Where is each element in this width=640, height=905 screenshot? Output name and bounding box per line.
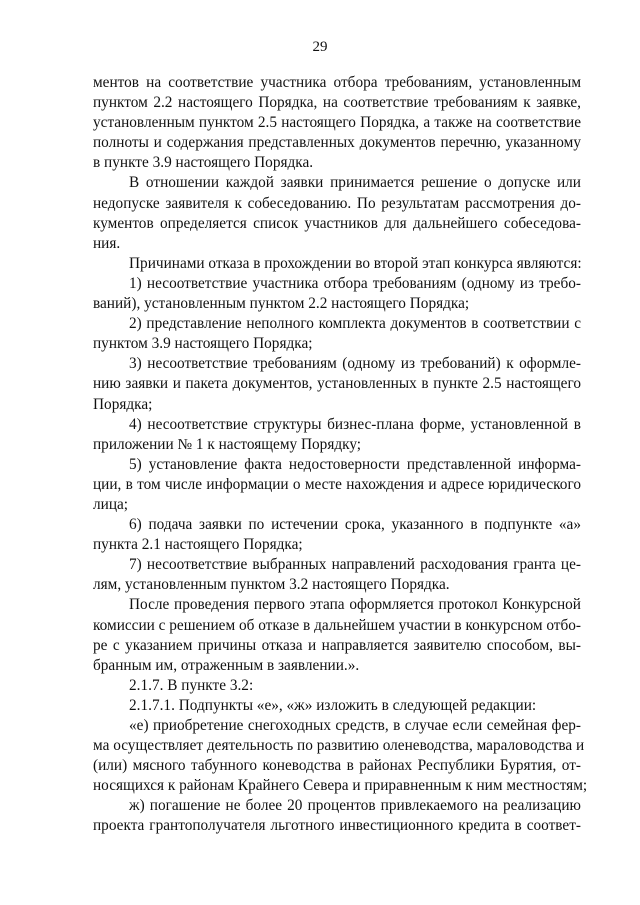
text-line: Порядка; bbox=[93, 395, 153, 413]
text-line: комиссии с решением об отказе в дальнейшем участии в конкурсном отбо- bbox=[93, 616, 581, 634]
text-line: 2) представление неполного комплекта документов в соответствии с bbox=[129, 315, 581, 333]
text-line: 2.1.7.1. Подпункты «е», «ж» изложить в следующей редакции: bbox=[129, 696, 537, 714]
text-line: приложении № 1 к настоящему Порядку; bbox=[93, 435, 362, 453]
text-line: 6) подача заявки по истечении срока, указанного в подпункте «а» bbox=[129, 516, 581, 534]
text-line: лям, установленным пунктом 3.2 настоящего Порядка. bbox=[93, 576, 450, 594]
text-line: 7) несоответствие выбранных направлений расходования гранта це- bbox=[129, 556, 581, 574]
text-line: 2.1.7. В пункте 3.2: bbox=[129, 676, 254, 694]
text-line: полноты и содержания представленных документов перечню, указанному bbox=[93, 134, 581, 152]
page-number: 29 bbox=[312, 39, 328, 55]
text-line: в пункте 3.9 настоящего Порядка. bbox=[93, 154, 314, 172]
text-line: носящихся к районам Крайнего Севера и приравненным к ним местностям; bbox=[93, 777, 588, 795]
document-body bbox=[93, 73, 588, 837]
text-line: проекта грантополучателя льготного инвестиционного кредита в соответ- bbox=[93, 817, 581, 835]
text-line: 3) несоответствие требованиям (одному из требований) к оформле- bbox=[129, 355, 581, 373]
text-line: (или) мясного табунного коневодства в районах Республики Бурятия, от- bbox=[93, 757, 581, 775]
text-line: ваний), установленным пунктом 2.2 настоящего Порядка; bbox=[93, 295, 470, 313]
text-line: лица; bbox=[93, 495, 129, 513]
text-line: ции, в том числе информации о месте нахождения и адресе юридического bbox=[93, 475, 581, 493]
text-line: 5) установление факта недостоверности представленной информа- bbox=[129, 455, 581, 473]
text-line: недопуске заявителя к собеседованию. По результатам рассмотрения до- bbox=[93, 194, 581, 212]
text-line: пункта 2.1 настоящего Порядка; bbox=[93, 536, 303, 554]
text-line: ре с указанием причины отказа и направляется заявителю способом, вы- bbox=[93, 636, 581, 654]
text-line: ма осуществляет деятельность по развитию оленеводства, мараловодства и bbox=[93, 737, 585, 755]
text-line: 4) несоответствие структуры бизнес-плана форме, установленной в bbox=[129, 415, 581, 433]
text-line: установленным пунктом 2.5 настоящего Порядка, а также на соответствие bbox=[93, 114, 581, 132]
text-line: пунктом 3.9 настоящего Порядка; bbox=[93, 335, 313, 353]
text-line: В отношении каждой заявки принимается решение о допуске или bbox=[129, 174, 581, 192]
text-line: кументов определяется список участников для дальнейшего собеседова- bbox=[93, 214, 581, 232]
text-line: нию заявки и пакета документов, установленных в пункте 2.5 настоящего bbox=[93, 375, 581, 393]
text-line: ния. bbox=[93, 234, 121, 252]
text-line: «е) приобретение снегоходных средств, в случае если семейная фер- bbox=[129, 717, 581, 734]
text-line: 1) несоответствие участника отбора требованиям (одному из требо- bbox=[129, 274, 581, 292]
text-line: ментов на соответствие участника отбора требованиям, установленным bbox=[93, 74, 581, 91]
text-line: ж) погашение не более 20 процентов привлекаемого на реализацию bbox=[129, 797, 581, 815]
text-line: пунктом 2.2 настоящего Порядка, на соответствие требованиям к заявке, bbox=[93, 94, 581, 112]
text-line: Причинами отказа в прохождении во второй этап конкурса являются: bbox=[129, 254, 582, 272]
text-line: После проведения первого этапа оформляется протокол Конкурсной bbox=[129, 596, 581, 614]
text-line: бранным им, отраженным в заявлении.». bbox=[93, 656, 360, 674]
